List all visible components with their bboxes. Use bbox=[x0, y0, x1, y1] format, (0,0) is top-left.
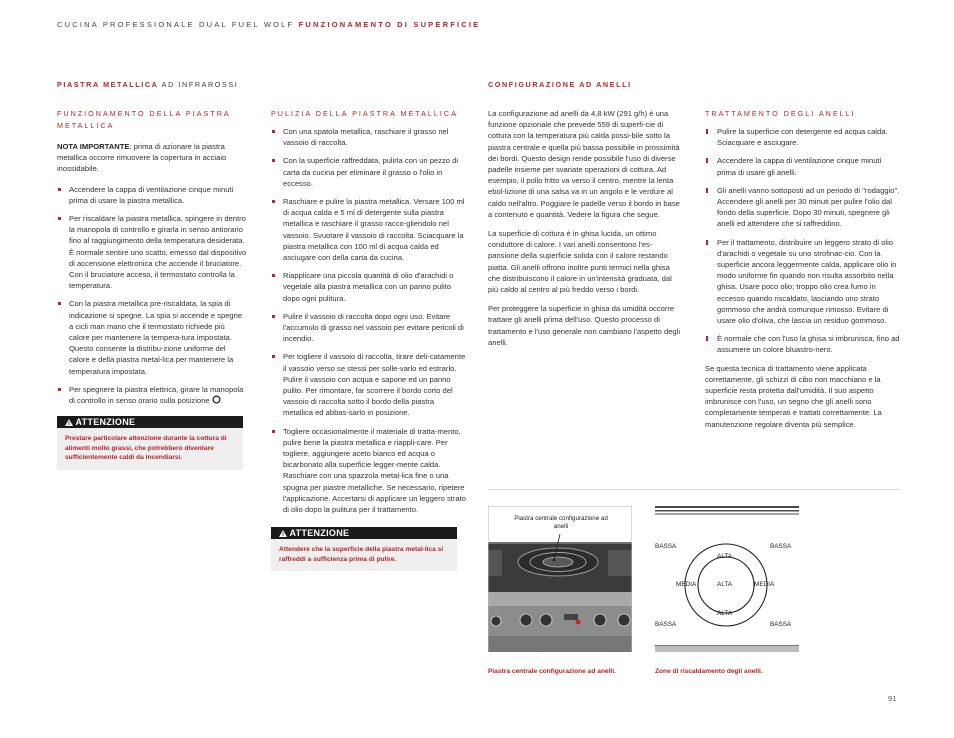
subtitle-operation: FUNZIONAMENTO DELLA PIASTRA METALLICA bbox=[57, 109, 231, 130]
note-text: : prima di azionare la piastra metallica occorre rimuovere la copertura in acciaio inossidabile. bbox=[57, 142, 227, 174]
zone-label-low: BASSA bbox=[770, 543, 792, 550]
list-item: Per riscaldare la piastra metallica, spingere in dentro la manopola di controllo e girarla in senso antiorario fino al raggiungimento della temperatura desiderata. È normale sentire uno scatto, emesso dal dispositivo di accensione elettronica che accende il bruciatore. Con il bruciatore acceso, il termostato controlla la temperatura. bbox=[57, 213, 247, 291]
zone-label-low: BASSA bbox=[655, 621, 677, 628]
figure2-caption: Zone di riscaldamento degli anelli. bbox=[655, 668, 763, 675]
divider bbox=[488, 489, 900, 490]
list-item: Con la superficie raffreddata, pulirla con un pezzo di carta da cucina per eliminare il grasso o l'olio in eccesso. bbox=[271, 155, 466, 189]
warning-box-fire bbox=[57, 416, 243, 470]
page-number: 91 bbox=[888, 694, 897, 703]
section-title-griddle bbox=[57, 80, 238, 89]
column-operation bbox=[57, 108, 247, 470]
subtitle-treatment: TRATTAMENTO DEGLI ANELLI bbox=[705, 109, 856, 118]
list-item: Con la piastra metallica pre-riscaldata, la spia di indicazione si spegne. La spia si accende e spegne a cicli man mano che il termostato richiede più calore per mantenere la tempera-tura impostata. Questo consente la distribu-zione uniforme del calore e della piastra metal-lica per mantenere la temperatura impostata. bbox=[57, 298, 247, 376]
paragraph: La configurazione ad anelli da 4,8 kW (291 g/h) è una funzione opzionale che prevede 559 di superfi-cie di cottura con la temperatura più calda possi-bile sotto la piastra centrale e quella più bassa possibile in prossimità dei bordi. Questo design rende possibile l'uso di diverse padelle insieme per svariate operazioni di cottura. Ad esempio, il pollo fritto va verso il centro, mentre la lenta ebol-lizione di una salsa va in un angolo e le verdure al caldo nell'altro. Poggiare le padelle verso il bordo in base a contenuto e quantità. Vedere la figura che segue. bbox=[488, 109, 680, 219]
section-title-rest: AD INFRAROSSI bbox=[161, 80, 239, 89]
zone-label-medium: MEDIA bbox=[676, 581, 697, 588]
figure1-caption: Piastra centrale configurazione ad anelli. bbox=[488, 668, 616, 675]
list-item: Riapplicare una piccola quantità di olio d'arachidi o vegetale alla piastra metallica con un panno pulito dopo ogni pulitura. bbox=[271, 270, 466, 304]
list-item: Per il trattamento, distribuire un leggero strato di olio d'arachidi o vegetale su uno strofinac-cio. Con la superficie ancora leggermente calda, applicare olio in modo uniforme fin quando non risulta assorbito nella ghisa. Usare poco olio; troppo olio crea fumo in eccesso quando riscaldato, lasciando uno strato gommoso che andrà comunque rimosso. Evitare di usare olio d'oliva, che lascia un residuo gommoso. bbox=[705, 237, 901, 327]
list-item: Con una spatola metallica, raschiare il grasso nel vassoio di raccolta. bbox=[271, 126, 466, 148]
zone-label-high: ALTA bbox=[717, 553, 733, 560]
warning-title: ATTENZIONE bbox=[289, 528, 350, 539]
cleaning-steps bbox=[271, 126, 466, 515]
zone-label-high: ALTA bbox=[717, 610, 733, 617]
column-ring-description bbox=[488, 108, 683, 356]
list-item: Pulire il vassoio di raccolta dopo ogni uso. Evitare l'accumulo di grasso nel vassoio per evitare pericoli di incendio. bbox=[271, 311, 466, 345]
zone-label-low: BASSA bbox=[770, 621, 792, 628]
list-item: Pulire la superficie con detergente ed acqua calda. Sciacquare e asciugare. bbox=[705, 126, 901, 148]
treatment-steps bbox=[705, 126, 901, 356]
warning-text: Attendere che la superficie della piastra metal-lica si raffreddi a sufficienza prima di pulire. bbox=[279, 546, 444, 563]
warning-header bbox=[57, 416, 243, 428]
header-prefix: CUCINA PROFESSIONALE DUAL FUEL WOLF bbox=[57, 20, 295, 29]
zone-label-high: ALTA bbox=[717, 581, 733, 588]
warning-icon bbox=[279, 530, 287, 537]
list-item: Gli anelli vanno sottoposti ad un periodo di "rodaggio". Accendere gli anelli per 30 minuti per pulire l'olio dal fondo della superficie. Dopo 30 minuti, spegnere gli anelli ed attendere che si raffreddino. bbox=[705, 185, 901, 230]
figure1-label: Piastra centrale configurazione ad anelli bbox=[514, 515, 608, 530]
list-item: Per togliere il vassoio di raccolta, tirare deli-catamente il vassoio verso se stessi per solle-varlo ed estrarlo. Pulire il vassoio con acqua e sapone ed un panno pulito. Per rimontare, far scorrere il bordo corto del vassoio di raccolta sotto il bordo della piastra metallica ed abbas-sarlo in posizione. bbox=[271, 351, 466, 418]
subtitle-cleaning: PULIZIA DELLA PIASTRA METALLICA bbox=[271, 109, 458, 118]
important-note bbox=[57, 141, 247, 175]
header-section: FUNZIONAMENTO DI SUPERFICIE bbox=[298, 20, 481, 29]
warning-box-cool bbox=[271, 527, 457, 571]
column-cleaning bbox=[271, 108, 466, 571]
warning-header bbox=[271, 527, 457, 539]
paragraph: La superficie di cottura è in ghisa lucida, un ottimo conduttore di calore. I vari anelli consentono l'es-pansione della superficie solida con il calore restando piatta. Gli anelli offrono inoltre punti termici nella ghisa che distribuiscono il calore in un'intensità graduata, dal più caldo al centro al più freddo verso i bordi. bbox=[488, 229, 672, 295]
warning-title: ATTENZIONE bbox=[75, 417, 136, 428]
zone-label-medium: MEDIA bbox=[754, 581, 775, 588]
list-item: Raschiare e pulire la piastra metallica. Versare 100 ml di acqua calda e 5 ml di detergente sulla piastra metallica e raschiare il grasso racco-gliendolo nel vassoio. Svuotare il vassoio di raccolta. Sciacquare la piastra metallica con 100 ml di acqua calda ed asciugare con della carta da cucina. bbox=[271, 196, 466, 263]
note-label: NOTA IMPORTANTE bbox=[57, 142, 130, 151]
section-title-bold: PIASTRA METALLICA bbox=[57, 80, 159, 89]
figure-heating-zones bbox=[655, 506, 799, 652]
list-item: È normale che con l'uso la ghisa si imbrunisca, fino ad assumere un colore bluastro-nero. bbox=[705, 333, 901, 355]
list-item-text: Per spegnere la piastra elettrica, girare la manopola di controllo in senso orario sulla posizione bbox=[69, 384, 244, 406]
section-title-rings bbox=[488, 80, 632, 89]
list-item: Accendere la cappa di ventilazione cinque minuti prima di usare la piastra metallica. bbox=[57, 184, 247, 206]
off-position-icon bbox=[212, 395, 221, 404]
list-item: Togliere occasionalmente il materiale di tratta-mento, pulire bene la piastra metallica e riappli-care. Per togliere, aggiungere aceto bianco ed acqua o bicarbonato alla superficie legger-mente calda. Raschiare con una spazzola metal-lica fine o una spugna per piastre metalliche. Se necessario, ripetere l'applicazione. Accertarsi di applicare un leggero strato di olio dopo la pulitura per il trattamento. bbox=[271, 426, 466, 516]
list-item: Per spegnere la piastra elettrica, girare la manopola di controllo in senso orario sulla posizione . bbox=[57, 384, 247, 406]
figure-range-photo bbox=[488, 506, 632, 652]
treatment-summary: Se questa tecnica di trattamento viene applicata correttamente, gli schizzi di cibo non macchiano e la superficie resta protetta dall'umidità. Il suo aspetto imbrunisce con l'uso, un segno che gli anelli sono completamente temperati e trattati correttamente. La manutenzione regolare diventa più semplice. bbox=[705, 363, 882, 429]
operation-steps bbox=[57, 184, 247, 407]
section-title-bold: CONFIGURAZIONE AD ANELLI bbox=[488, 80, 632, 89]
paragraph: Per proteggere la superficie in ghisa da umidità occorre trattare gli anelli prima dell'uso. Questo processo di trattamento e l'uso generale non cambiano l'aspetto degli anelli. bbox=[488, 304, 681, 347]
column-ring-treatment bbox=[705, 108, 901, 430]
running-header bbox=[57, 20, 480, 29]
list-item: Accendere la cappa di ventilazione cinque minuti prima di usare gli anelli. bbox=[705, 155, 901, 177]
warning-icon bbox=[65, 419, 73, 426]
heating-zones-diagram bbox=[655, 506, 799, 652]
warning-text: Prestare particolare attenzione durante la cottura di alimenti molto grassi, che potrebbero diventare sufficientemente caldi da incendiarsi. bbox=[65, 435, 227, 462]
zone-label-low: BASSA bbox=[655, 543, 677, 550]
